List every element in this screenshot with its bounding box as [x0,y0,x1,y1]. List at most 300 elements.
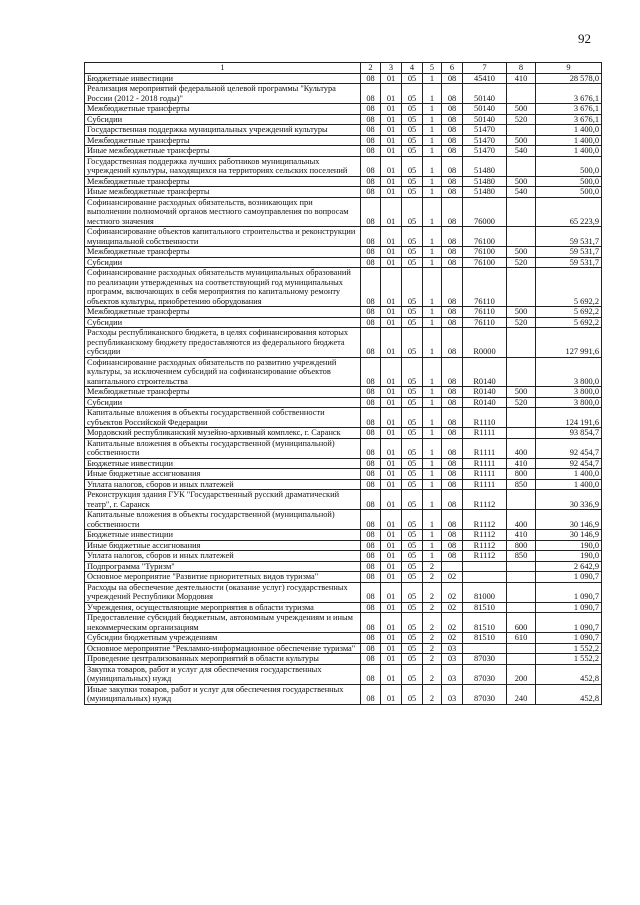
row-code: 1 [423,227,442,247]
table-row [85,156,602,176]
row-code: 05 [402,104,423,115]
row-code: 1 [423,479,442,490]
row-name: Межбюджетные трансферты [85,247,361,258]
row-code: 850 [507,551,536,562]
table-row [85,530,602,541]
row-amount: 1 400,0 [536,125,602,136]
column-header: 1 [85,63,361,74]
row-code: R1111 [463,438,507,458]
row-code: 01 [381,654,402,665]
row-name: Проведение централизованных мероприятий в области культуры [85,654,361,665]
table-row [85,397,602,408]
table-row [85,247,602,258]
row-code: 2 [423,602,442,613]
table-row [85,357,602,387]
row-code: 08 [361,438,381,458]
row-code: 2 [423,572,442,583]
row-code: 08 [442,408,463,428]
table-row [85,572,602,583]
row-amount: 30 146,9 [536,510,602,530]
row-code: 05 [402,561,423,572]
row-amount: 1 400,0 [536,135,602,146]
row-code: 01 [381,387,402,398]
row-code: 81510 [463,602,507,613]
row-code: 01 [381,197,402,227]
row-code: 05 [402,387,423,398]
row-code: 87030 [463,664,507,684]
row-code: 08 [361,530,381,541]
row-code: 850 [507,479,536,490]
row-code: 05 [402,328,423,358]
row-code: 2 [423,643,442,654]
row-code: 03 [442,684,463,704]
row-amount: 1 090,7 [536,613,602,633]
row-code: R1112 [463,530,507,541]
row-code: 50140 [463,104,507,115]
row-code: 03 [442,654,463,665]
row-amount: 92 454,7 [536,458,602,469]
row-code: 1 [423,540,442,551]
row-code: 08 [442,387,463,398]
row-name: Капитальные вложения в объекты государственной (муниципальной) собственности [85,510,361,530]
row-code [507,357,536,387]
row-code: 1 [423,438,442,458]
row-code: 08 [361,227,381,247]
row-code: 01 [381,227,402,247]
row-code: 50140 [463,114,507,125]
row-code: 08 [361,510,381,530]
row-code: 08 [361,176,381,187]
row-code: 01 [381,357,402,387]
row-code [507,227,536,247]
row-code: 08 [442,187,463,198]
row-code: 540 [507,146,536,157]
row-code: 08 [442,469,463,480]
row-code: 08 [442,458,463,469]
row-code: 240 [507,684,536,704]
row-name: Подпрограмма "Туризм" [85,561,361,572]
row-code: R0140 [463,357,507,387]
row-code: 01 [381,397,402,408]
row-code: 600 [507,613,536,633]
row-amount: 1 400,0 [536,469,602,480]
row-code: 05 [402,602,423,613]
row-code: 76100 [463,257,507,268]
row-code: 1 [423,510,442,530]
column-header: 8 [507,63,536,74]
row-code: 1 [423,328,442,358]
row-code: 01 [381,328,402,358]
row-code: 08 [361,257,381,268]
row-code: R1111 [463,428,507,439]
table-row [85,257,602,268]
row-code: 1 [423,156,442,176]
row-amount: 3 676,1 [536,84,602,104]
row-name: Основное мероприятие "Рекламно-информационное обеспечение туризма" [85,643,361,654]
row-name: Уплата налогов, сборов и иных платежей [85,551,361,562]
row-code: 08 [361,540,381,551]
row-code: 51470 [463,146,507,157]
column-header: 2 [361,63,381,74]
row-code: 01 [381,643,402,654]
row-code: 1 [423,247,442,258]
row-code: 500 [507,307,536,318]
row-code: 08 [361,428,381,439]
row-amount: 1 090,7 [536,572,602,583]
column-header: 4 [402,63,423,74]
row-code: 08 [442,397,463,408]
row-code: 1 [423,458,442,469]
table-row [85,438,602,458]
row-code: 1 [423,125,442,136]
row-code: 01 [381,572,402,583]
row-code: 05 [402,510,423,530]
row-amount: 452,8 [536,684,602,704]
row-code: 08 [442,438,463,458]
row-code: 1 [423,176,442,187]
table-row [85,633,602,644]
row-code: 2 [423,684,442,704]
table-row [85,73,602,84]
row-code: 76110 [463,317,507,328]
row-code [507,490,536,510]
row-code: R1112 [463,490,507,510]
row-code: 01 [381,613,402,633]
row-code: 76110 [463,307,507,318]
row-code: 08 [361,479,381,490]
row-code: 08 [442,428,463,439]
row-code: 01 [381,156,402,176]
row-amount: 30 336,9 [536,490,602,510]
row-code: 1 [423,428,442,439]
row-code: 02 [442,602,463,613]
row-code: 76100 [463,247,507,258]
row-code: 08 [361,490,381,510]
page-number: 92 [578,31,591,46]
table-row [85,684,602,704]
row-code: 08 [442,227,463,247]
row-code: 01 [381,317,402,328]
table-row [85,602,602,613]
row-code: 05 [402,135,423,146]
table-row [85,479,602,490]
row-code: 08 [361,125,381,136]
row-code: 05 [402,469,423,480]
row-code: R0000 [463,328,507,358]
row-amount: 5 692,2 [536,317,602,328]
row-code: 08 [361,408,381,428]
row-code: 01 [381,602,402,613]
row-code: 01 [381,582,402,602]
row-code: 08 [442,530,463,541]
row-amount: 30 146,9 [536,530,602,541]
row-name: Расходы на обеспечение деятельности (оказание услуг) государственных учреждений Республики Мордовия [85,582,361,602]
row-code: 08 [442,328,463,358]
row-code: 08 [361,307,381,318]
table-row [85,490,602,510]
row-code: 05 [402,156,423,176]
row-name: Реализация мероприятий федеральной целевой программы "Культура России (2012 - 2018 годы)" [85,84,361,104]
row-code: 50140 [463,84,507,104]
row-code: 51470 [463,135,507,146]
row-code: 05 [402,268,423,307]
row-code: 01 [381,540,402,551]
row-code: 08 [361,84,381,104]
row-code: R1112 [463,510,507,530]
row-name: Межбюджетные трансферты [85,176,361,187]
row-name: Субсидии [85,257,361,268]
row-code: 1 [423,268,442,307]
row-name: Уплата налогов, сборов и иных платежей [85,479,361,490]
row-code [507,572,536,583]
row-code [507,197,536,227]
row-name: Предоставление субсидий бюджетным, автономным учреждениям и иным некоммерческим организациям [85,613,361,633]
row-code: R1111 [463,469,507,480]
row-name: Учреждения, осуществляющие мероприятия в области туризма [85,602,361,613]
row-amount: 127 991,6 [536,328,602,358]
table-row [85,197,602,227]
table-header-row [85,63,602,74]
row-code: 45410 [463,73,507,84]
row-code: 08 [361,654,381,665]
row-code: 05 [402,490,423,510]
row-code: 08 [361,572,381,583]
row-code: 01 [381,146,402,157]
table-row [85,510,602,530]
row-code: 400 [507,510,536,530]
row-code: 81510 [463,613,507,633]
row-code: 08 [361,357,381,387]
row-code: 01 [381,247,402,258]
row-code: 01 [381,135,402,146]
table-row [85,582,602,602]
row-code: 05 [402,428,423,439]
row-code: 05 [402,664,423,684]
row-code: 08 [442,135,463,146]
row-code: 01 [381,684,402,704]
row-name: Софинансирование расходных обязательств, возникающих при выполнении полномочий органов местного самоуправления по вопросам местного значения [85,197,361,227]
row-code: 05 [402,247,423,258]
row-name: Расходы республиканского бюджета, в целях софинансирования которых республиканскому бюджету предоставляются из федерального бюджета субсидии [85,328,361,358]
row-code: 05 [402,176,423,187]
row-code: 05 [402,643,423,654]
row-amount: 500,0 [536,156,602,176]
row-code: 08 [361,104,381,115]
table-row [85,104,602,115]
row-code: 05 [402,307,423,318]
row-code: 08 [361,664,381,684]
row-code: 51480 [463,176,507,187]
table-row [85,387,602,398]
row-code: 500 [507,135,536,146]
row-name: Иные бюджетные ассигнования [85,540,361,551]
row-code: R1111 [463,479,507,490]
row-code: 05 [402,257,423,268]
row-name: Закупка товаров, работ и услуг для обеспечения государственных (муниципальных) нужд [85,664,361,684]
row-code: 05 [402,438,423,458]
row-code: 1 [423,135,442,146]
row-code: 08 [361,156,381,176]
row-code: 1 [423,490,442,510]
row-code: 81510 [463,633,507,644]
row-name: Иные межбюджетные трансферты [85,187,361,198]
row-amount: 1 090,7 [536,602,602,613]
row-amount: 1 552,2 [536,654,602,665]
row-code: 1 [423,146,442,157]
row-code: 08 [442,197,463,227]
row-code: 410 [507,73,536,84]
row-code [507,602,536,613]
table-row [85,664,602,684]
row-code: 520 [507,317,536,328]
row-code: 1 [423,317,442,328]
row-code: 05 [402,197,423,227]
row-amount: 3 800,0 [536,387,602,398]
row-code: 05 [402,125,423,136]
row-code: 500 [507,387,536,398]
row-code: 520 [507,114,536,125]
row-code: 01 [381,114,402,125]
row-code: 2 [423,582,442,602]
row-code: 76110 [463,268,507,307]
row-code: 87030 [463,684,507,704]
row-code: 01 [381,551,402,562]
row-code: 05 [402,633,423,644]
row-code: 05 [402,227,423,247]
row-code [507,428,536,439]
row-name: Мордовский республиканский музейно-архивный комплекс, г. Саранск [85,428,361,439]
row-code: 01 [381,268,402,307]
row-code: 08 [361,187,381,198]
row-code: 500 [507,176,536,187]
row-amount: 500,0 [536,187,602,198]
row-code: 05 [402,187,423,198]
row-name: Государственная поддержка муниципальных учреждений культуры [85,125,361,136]
row-code: 2 [423,654,442,665]
table-row [85,268,602,307]
row-code: 01 [381,428,402,439]
row-code: 08 [442,257,463,268]
row-code: 08 [442,114,463,125]
row-code: 01 [381,187,402,198]
table-row [85,135,602,146]
column-header: 5 [423,63,442,74]
row-code: 05 [402,582,423,602]
row-code: 800 [507,469,536,480]
row-code: 2 [423,664,442,684]
row-code: 200 [507,664,536,684]
row-code: 02 [442,613,463,633]
row-code: 08 [442,307,463,318]
row-name: Субсидии бюджетным учреждениям [85,633,361,644]
row-code: 500 [507,104,536,115]
row-code: 51480 [463,187,507,198]
row-amount: 3 800,0 [536,397,602,408]
row-code: 520 [507,257,536,268]
row-code: 08 [442,84,463,104]
row-code: 81000 [463,582,507,602]
row-code [507,654,536,665]
row-code: 01 [381,479,402,490]
row-code: 08 [361,458,381,469]
row-code: 03 [442,664,463,684]
column-header: 9 [536,63,602,74]
row-code: R1110 [463,408,507,428]
row-amount: 3 800,0 [536,357,602,387]
row-code: 08 [361,602,381,613]
row-code: 05 [402,572,423,583]
table-row [85,84,602,104]
row-code: 01 [381,490,402,510]
column-header: 6 [442,63,463,74]
row-code: 08 [442,247,463,258]
row-name: Субсидии [85,397,361,408]
row-code: 08 [361,268,381,307]
row-code: 05 [402,654,423,665]
row-code: 01 [381,510,402,530]
row-code: 51480 [463,156,507,176]
row-code: 01 [381,561,402,572]
row-code: 01 [381,633,402,644]
row-code: 01 [381,84,402,104]
row-name: Межбюджетные трансферты [85,387,361,398]
row-code: 76000 [463,197,507,227]
row-code: 51470 [463,125,507,136]
row-amount: 500,0 [536,176,602,187]
row-code: 800 [507,540,536,551]
table-row [85,114,602,125]
row-name: Софинансирование расходных обязательств муниципальных образований по реализации утвержденных на соответствующий год муниципальных программ, включающих в себя мероприятия по капитальному ремонту объектов культуры, приобретению оборудования [85,268,361,307]
row-code: 08 [361,197,381,227]
row-code [507,561,536,572]
table-row [85,317,602,328]
table-row [85,561,602,572]
row-code: 05 [402,73,423,84]
row-code: 05 [402,551,423,562]
row-code: 08 [361,469,381,480]
row-code: 08 [361,247,381,258]
row-code: 05 [402,684,423,704]
row-name: Капитальные вложения в объекты государственной собственности субъектов Российской Федерации [85,408,361,428]
row-code: 05 [402,84,423,104]
row-code: 08 [442,510,463,530]
table-row [85,469,602,480]
row-amount: 93 854,7 [536,428,602,439]
row-code [463,643,507,654]
row-code: 01 [381,458,402,469]
table-row [85,176,602,187]
row-amount: 1 400,0 [536,146,602,157]
row-code: 08 [442,176,463,187]
row-amount: 59 531,7 [536,247,602,258]
row-code: 1 [423,408,442,428]
row-code: 2 [423,633,442,644]
row-code: 01 [381,530,402,541]
row-name: Межбюджетные трансферты [85,135,361,146]
row-code: 08 [442,551,463,562]
row-code: 01 [381,664,402,684]
row-code: 1 [423,357,442,387]
row-code: R1111 [463,458,507,469]
row-code: 01 [381,408,402,428]
budget-table [84,62,602,705]
row-code: 08 [361,643,381,654]
row-name: Иные межбюджетные трансферты [85,146,361,157]
row-code: 05 [402,540,423,551]
row-code: 1 [423,187,442,198]
row-amount: 1 090,7 [536,633,602,644]
row-code: 08 [361,73,381,84]
